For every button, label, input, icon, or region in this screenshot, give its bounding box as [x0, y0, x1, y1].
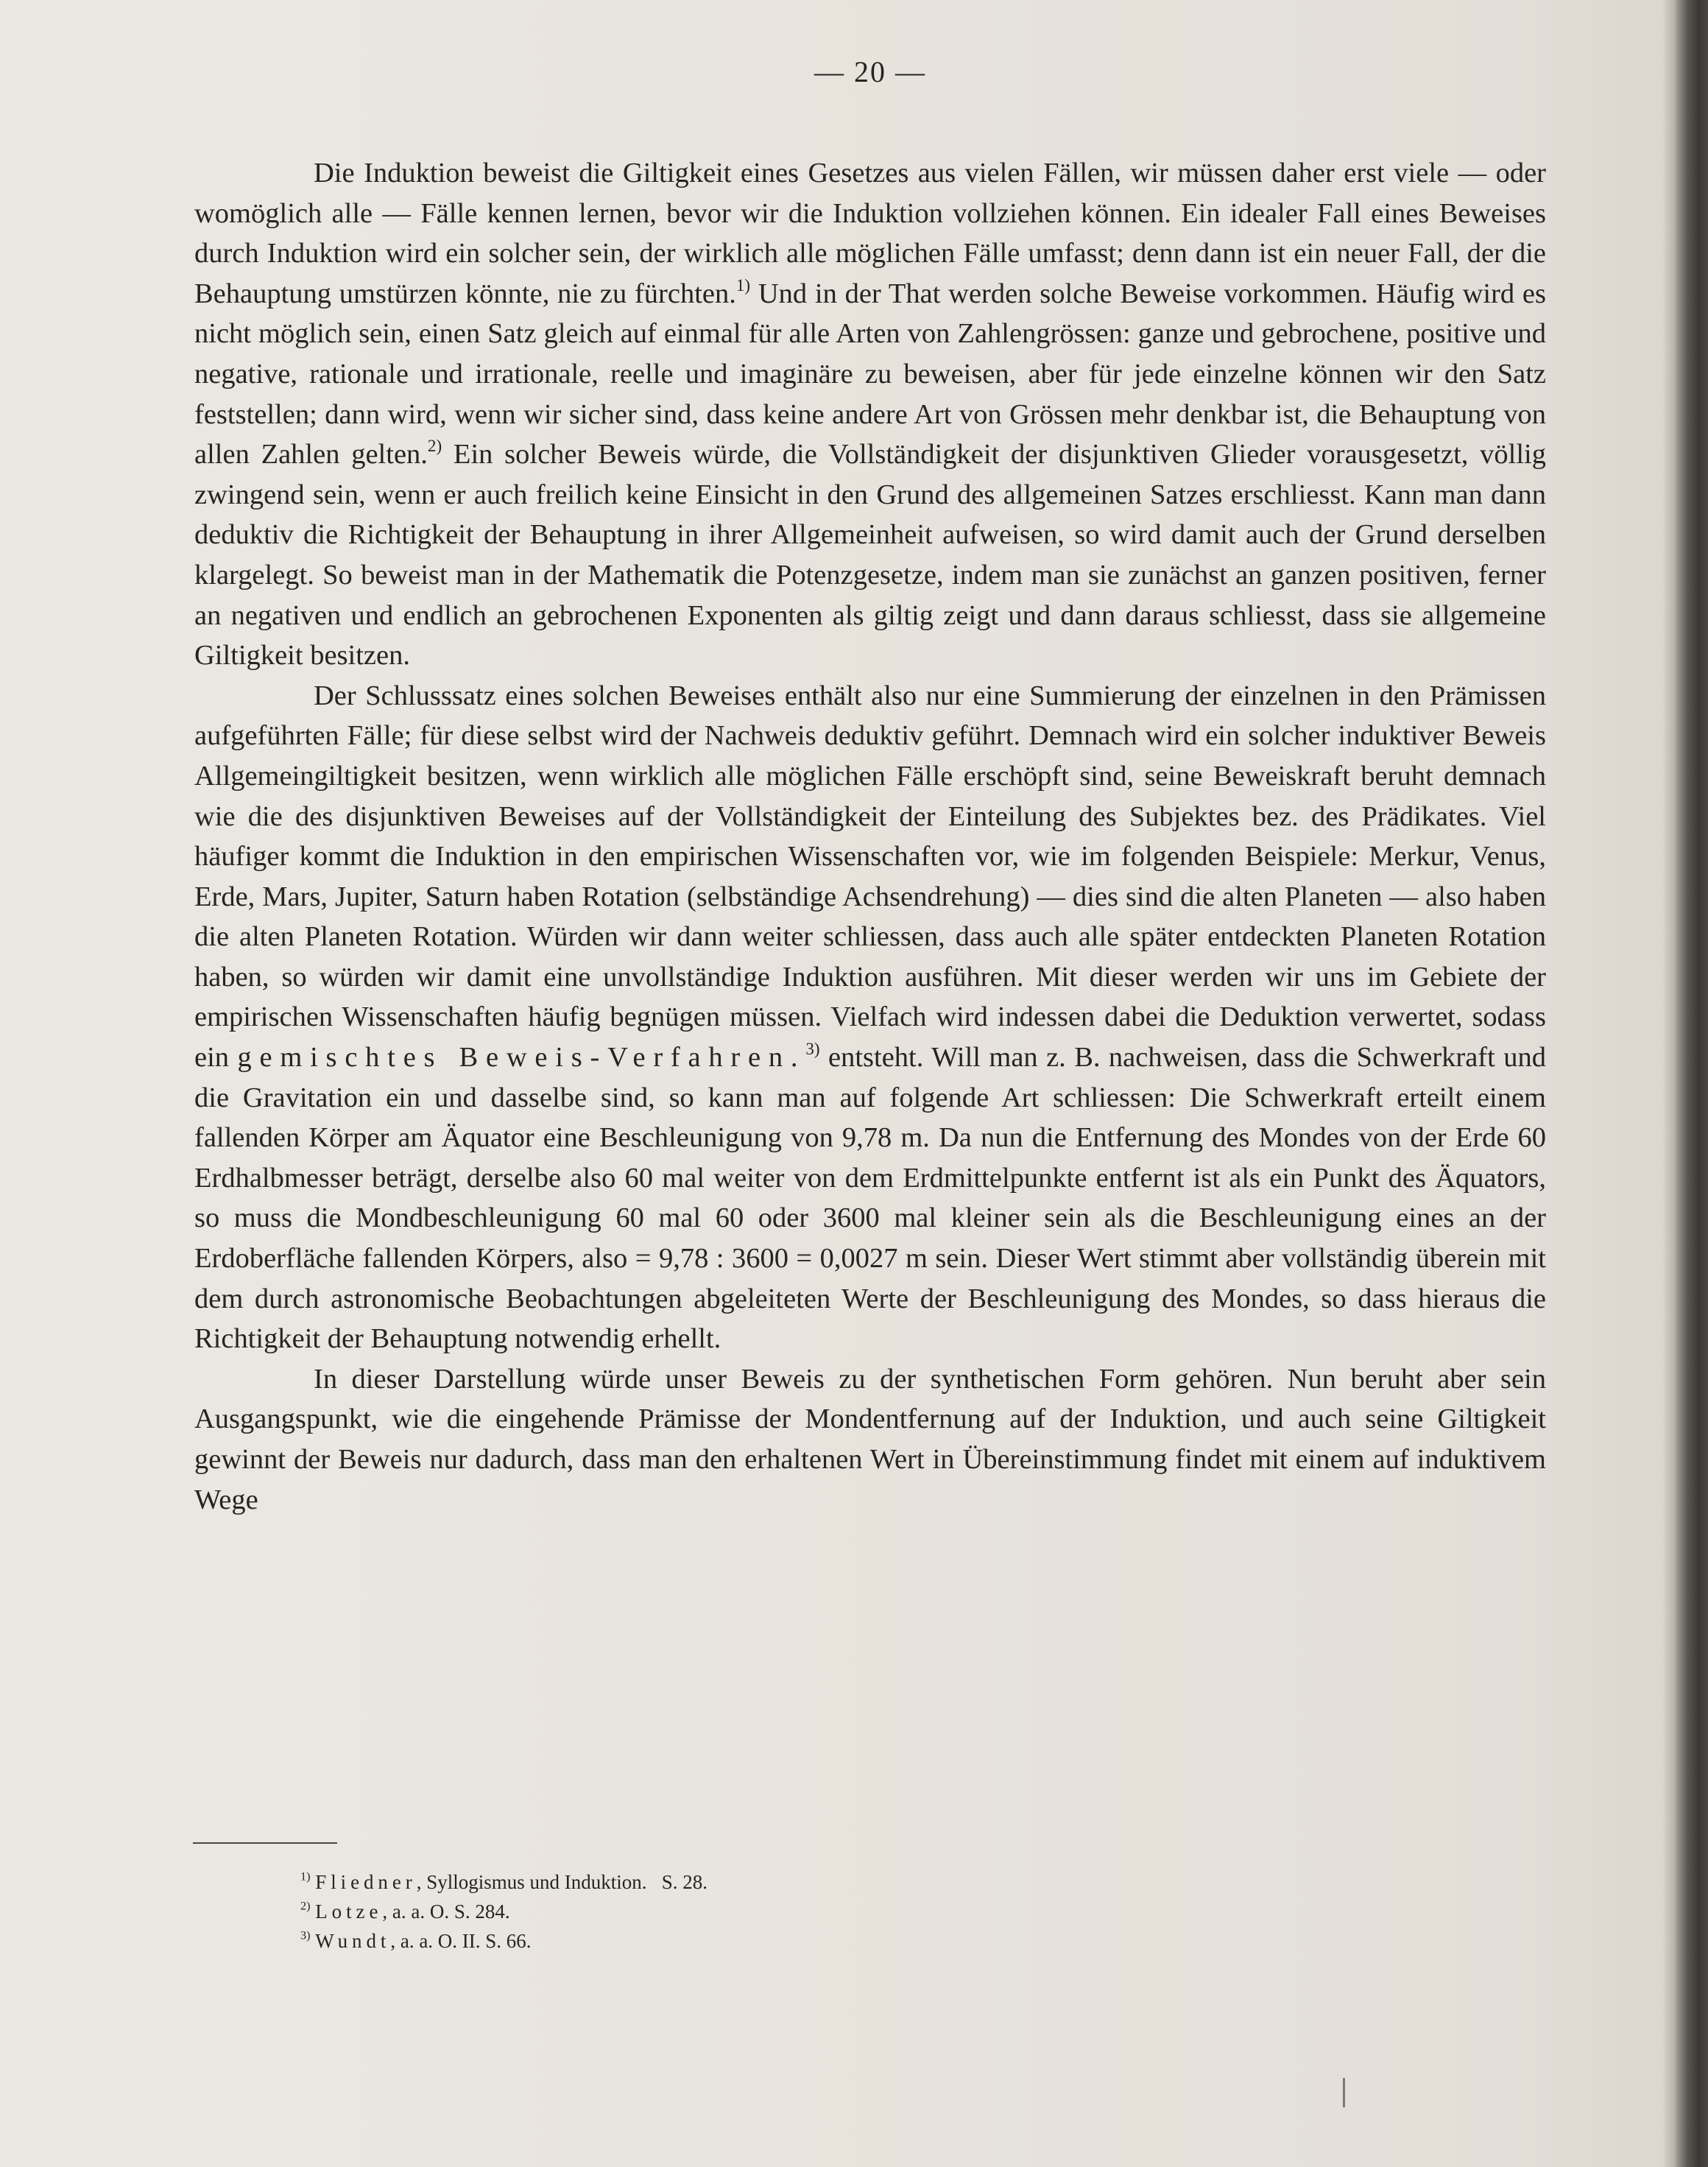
footnotes [300, 1867, 707, 1956]
footnote-author: Fliedner [315, 1871, 417, 1893]
footnote-text: , a. a. O. II. S. 66. [390, 1930, 532, 1952]
text-run: entsteht. Will man z. B. nachweisen, dass die Schwerkraft und die Gravitation ein und dasselbe sind, so kann man auf folgende Art schliessen: Die Schwerkraft erteilt einem fallenden Körper am Äquator eine Beschleunigung von 9,78 m. Da nun die Entfernung des Mondes von der Erde 60 Erdhalbmesser beträgt, derselbe also 60 mal weiter von dem Erdmittelpunkte entfernt ist als ein Punkt des Äquators, so muss die Mondbeschleunigung 60 mal 60 oder 3600 mal kleiner sein als die Beschleunigung eines an der Erdoberfläche fallenden Körpers, also = 9,78 : 3600 = 0,0027 m sein. Dieser Wert stimmt aber vollständig überein mit dem durch astronomische Beobachtungen abgeleiteten Werte der Beschleunigung des Mondes, so dass hieraus die Richtigkeit der Behauptung notwendig erhellt. [194, 1042, 1546, 1355]
footnote-reference: 1) [735, 275, 751, 295]
body-text [194, 153, 1546, 1520]
footnote-reference: 3) [805, 1038, 820, 1058]
footnote-author: Lotze [315, 1900, 383, 1923]
paragraph [194, 676, 1546, 1359]
footnote [300, 1867, 707, 1897]
text-run: Ein solcher Beweis würde, die Vollständigkeit der disjunktiven Glieder vorausgesetzt, völlig zwingend sein, wenn er auch freilich keine Einsicht in den Grund des allgemeinen Satzes erschliesst. Kann man dann deduktiv die Richtigkeit der Behauptung in ihrer Allgemeinheit aufweisen, so wird damit auch der Grund derselben klargelegt. So beweist man in der Mathematik die Potenzgesetze, indem man sie zunächst an ganzen positiven, ferner an negativen und endlich an gebrochenen Exponenten als giltig zeigt und dann daraus schliesst, dass sie allgemeine Giltigkeit besitzen. [194, 439, 1547, 672]
emphasized-term: gemischtes Beweis-Verfahren. [237, 1042, 806, 1074]
footnote-author: Wundt [315, 1930, 391, 1952]
footnote-marker: 1) [300, 1870, 311, 1884]
footnote [300, 1897, 707, 1926]
footnote-divider [193, 1842, 337, 1844]
footnote-reference: 2) [427, 436, 442, 455]
paragraph [194, 1359, 1546, 1520]
paragraph [194, 153, 1546, 676]
text-run: Der Schlusssatz eines solchen Beweises enthält also nur eine Summierung der einzelnen in den Prämissen aufgeführten Fälle; für diese selbst wird der Nachweis deduktiv geführt. Demnach wird ein solcher induktiver Beweis Allgemeingiltigkeit besitzen, wenn wirklich alle möglichen Fälle erschöpft sind, seine Beweiskraft beruht demnach wie die des disjunktiven Beweises auf der Vollständigkeit der Einteilung des Subjektes bez. des Prädikates. Viel häufiger kommt die Induktion in den empirischen Wissenschaften vor, wie im folgenden Beispiele: Merkur, Venus, Erde, Mars, Jupiter, Saturn haben Rotation (selbständige Achsendrehung) — dies sind die alten Planeten — also haben die alten Planeten Rotation. Würden wir dann weiter schliessen, dass auch alle später entdeckten Planeten Rotation haben, so würden wir damit eine unvollständige Induktion ausführen. Mit dieser werden wir uns im Gebiete der empirischen Wissenschaften häufig begnügen müssen. Vielfach wird indessen dabei die Deduktion verwertet, sodass ein [194, 680, 1546, 1074]
footnote-text: , Syllogismus und Induktion. S. 28. [416, 1871, 708, 1893]
footnote-marker: 2) [300, 1899, 311, 1913]
scan-mark [1343, 2078, 1345, 2107]
page-shadow [1662, 0, 1676, 2167]
text-run: In dieser Darstellung würde unser Beweis zu der synthetischen Form gehören. Nun beruht aber sein Ausgangspunkt, wie die eingehende Prämisse der Mondentfernung auf der Induktion, und auch seine Giltigkeit gewinnt der Beweis nur dadurch, dass man den erhaltenen Wert in Übereinstimmung findet mit einem auf induktivem Wege [194, 1363, 1546, 1515]
book-spine [1676, 0, 1708, 2167]
footnote-marker: 3) [300, 1928, 311, 1942]
text-run: Und in der That werden solche Beweise vorkommen. Häufig wird es nicht möglich sein, einen Satz gleich auf einmal für alle Arten von Zahlengrössen: ganze und gebrochene, positive und negative, rationale und irrationale, reelle und imaginäre zu beweisen, aber für jede einzelne können wir den Satz feststellen; dann wird, wenn wir sicher sind, dass keine andere Art von Grössen mehr denkbar ist, die Behauptung von allen Zahlen gelten. [194, 278, 1546, 471]
text-run: Die Induktion beweist die Giltigkeit eines Gesetzes aus vielen Fällen, wir müssen daher erst viele — oder womöglich alle — Fälle kennen lernen, bevor wir die Induktion vollziehen können. Ein idealer Fall eines Beweises durch Induktion wird ein solcher sein, der wirklich alle möglichen Fälle umfasst; denn dann ist ein neuer Fall, der die Behauptung umstürzen könnte, nie zu fürchten. [194, 158, 1546, 309]
footnote-text: , a. a. O. S. 284. [382, 1900, 510, 1923]
page-number: — 20 — [814, 55, 926, 88]
footnote [300, 1926, 707, 1956]
